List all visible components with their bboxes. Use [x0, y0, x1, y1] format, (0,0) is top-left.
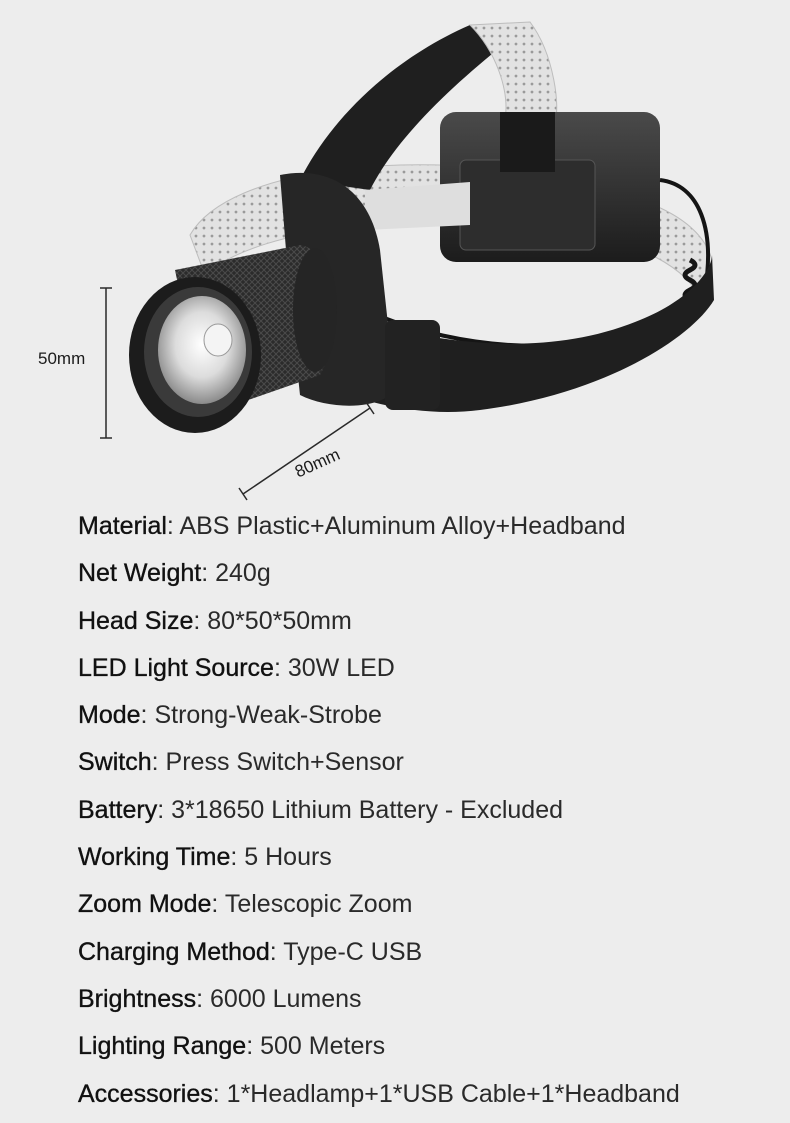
spec-separator: : [140, 701, 155, 730]
spec-separator: : [212, 1079, 227, 1108]
spec-row-charging-method [78, 934, 778, 981]
spec-row-accessories [78, 1076, 778, 1123]
spec-row-head-size [78, 603, 778, 650]
spec-key: Lighting Range [78, 1032, 247, 1061]
spec-row-working-time [78, 839, 778, 886]
spec-value: 240g [215, 559, 271, 588]
spec-key: Accessories [78, 1079, 213, 1108]
spec-row-led-light-source [78, 650, 778, 697]
spec-value: ABS Plastic+Aluminum Alloy+Headband [179, 512, 626, 540]
length-dimension-line [243, 408, 370, 494]
spec-row-lighting-range [78, 1028, 778, 1075]
product-image-area [0, 0, 790, 505]
spec-value: Telescopic Zoom [224, 890, 413, 919]
spec-key: Material [78, 512, 167, 540]
spec-separator: : [246, 1032, 261, 1061]
spec-key: Working Time [78, 843, 231, 872]
spec-separator: : [273, 653, 288, 682]
spec-separator: : [193, 606, 208, 635]
spec-value: 30W LED [287, 653, 395, 682]
spec-separator: : [157, 795, 172, 824]
spec-separator: : [201, 559, 216, 588]
spec-row-mode [78, 697, 778, 744]
spec-separator: : [151, 748, 166, 777]
spec-key: Net Weight [78, 559, 202, 588]
spec-key: Mode [78, 701, 141, 730]
spec-row-zoom-mode [78, 886, 778, 933]
spec-row-brightness [78, 981, 778, 1028]
spec-separator: : [196, 984, 211, 1013]
spec-value: 5 Hours [244, 843, 332, 872]
spec-key: Brightness [78, 984, 197, 1013]
spec-key: Switch [78, 748, 152, 777]
spec-row-switch [78, 744, 778, 791]
spec-separator: : [211, 890, 225, 919]
headlamp-illustration [0, 0, 790, 505]
spec-separator: : [269, 937, 284, 966]
spec-key: Zoom Mode [78, 890, 212, 919]
spec-value: 80*50*50mm [207, 606, 352, 635]
spec-value: 6000 Lumens [210, 984, 362, 1013]
spec-value: Press Switch+Sensor [165, 748, 404, 777]
spec-list [78, 508, 778, 1123]
spec-key: Battery [78, 795, 158, 824]
spec-row-net-weight [78, 555, 778, 602]
spec-key: Head Size [78, 606, 194, 635]
spec-value: Type-C USB [283, 937, 423, 966]
height-dimension-label: 50mm [38, 349, 86, 368]
spec-value: 3*18650 Lithium Battery - Excluded [171, 795, 564, 824]
length-dimension-label: 80mm [292, 444, 343, 482]
spec-value: Strong-Weak-Strobe [154, 701, 382, 730]
spec-key: Charging Method [78, 937, 270, 966]
spec-row-battery [78, 792, 778, 839]
spec-separator: : [166, 512, 180, 540]
spec-row-material [78, 508, 778, 555]
lamp-lens [158, 296, 246, 404]
spec-separator: : [230, 843, 245, 872]
spec-key: LED Light Source [78, 653, 274, 682]
spec-value: 500 Meters [260, 1032, 386, 1061]
spec-value: 1*Headlamp+1*USB Cable+1*Headband [226, 1079, 680, 1108]
